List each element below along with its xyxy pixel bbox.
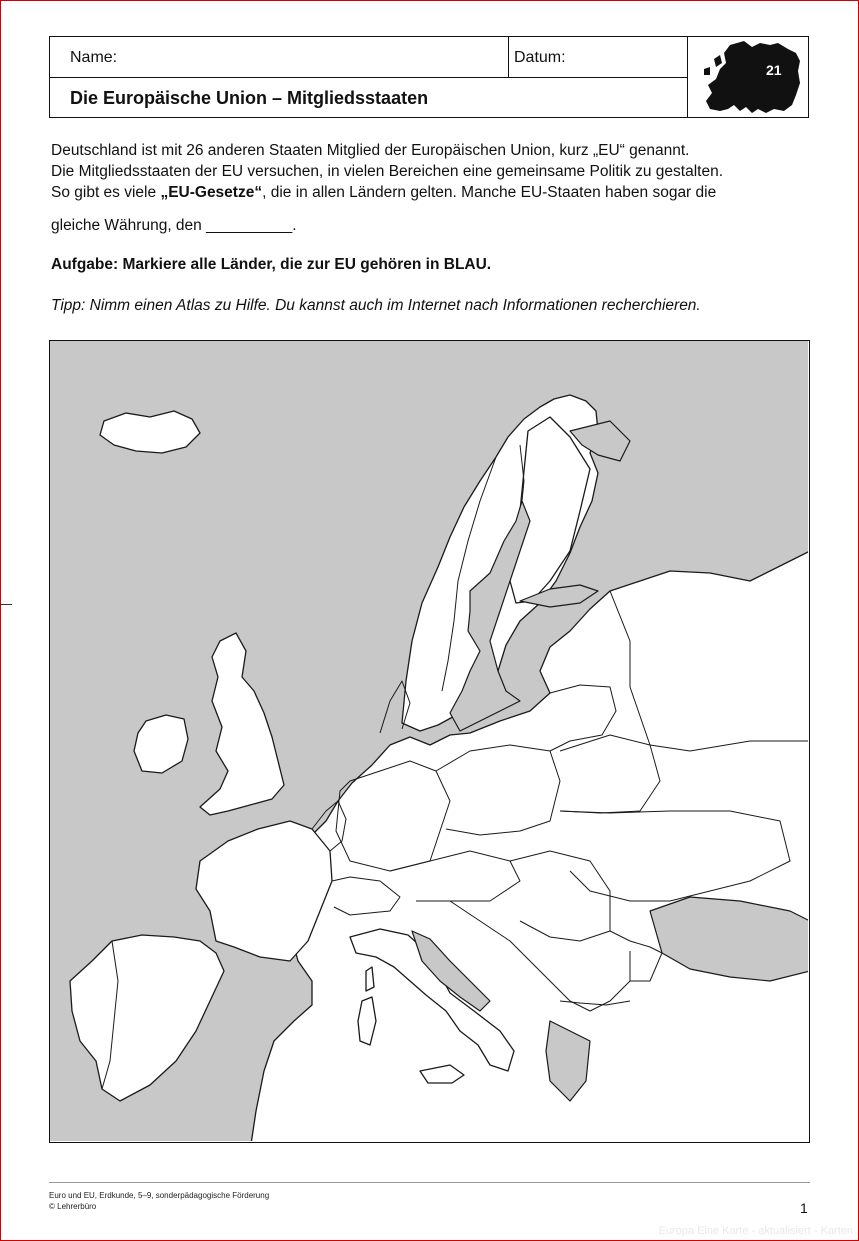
worksheet-header (49, 36, 809, 118)
date-field-label[interactable]: Datum: (514, 49, 566, 66)
name-field-label[interactable]: Name: (70, 49, 118, 66)
intro-line: Deutschland ist mit 26 anderen Staaten Mitglied der Europäischen Union, kurz „EU“ genannt. (51, 142, 690, 159)
footer-source: Euro und EU, Erdkunde, 5–9, sonderpädagogische Förderung (49, 1191, 270, 1200)
footer-credits (49, 1190, 269, 1212)
margin-mark (0, 604, 12, 605)
badge-number: 21 (766, 62, 782, 78)
corsica (366, 967, 374, 991)
intro-line: Die Mitgliedsstaaten der EU versuchen, in vielen Bereichen eine gemeinsame Politik zu gestalten. (51, 163, 724, 180)
europe-outline-map (49, 340, 810, 1143)
page-number: 1 (800, 1200, 808, 1216)
footer-divider (49, 1182, 810, 1183)
footer-copyright: © Lehrerbüro (49, 1202, 97, 1211)
task-instruction: Aufgabe: Markiere alle Länder, die zur EU gehören in BLAU. (51, 256, 492, 273)
intro-text (51, 140, 821, 236)
europe-silhouette-icon (700, 39, 802, 115)
intro-line-blank: gleiche Währung, den __________. (51, 217, 297, 234)
page-title: Die Europäische Union – Mitgliedsstaaten (70, 88, 429, 108)
map-svg (50, 341, 808, 1141)
tip-text: Tipp: Nimm einen Atlas zu Hilfe. Du kannst auch im Internet nach Informationen recherchieren. (51, 297, 701, 314)
watermark: Europa Eine Karte - aktualisiert - Karten (658, 1225, 853, 1237)
eu-laws-term: „EU-Gesetze“ (160, 184, 263, 201)
intro-line: So gibt es viele „EU-Gesetze“, die in allen Ländern gelten. Manche EU-Staaten haben sogar die (51, 184, 717, 201)
